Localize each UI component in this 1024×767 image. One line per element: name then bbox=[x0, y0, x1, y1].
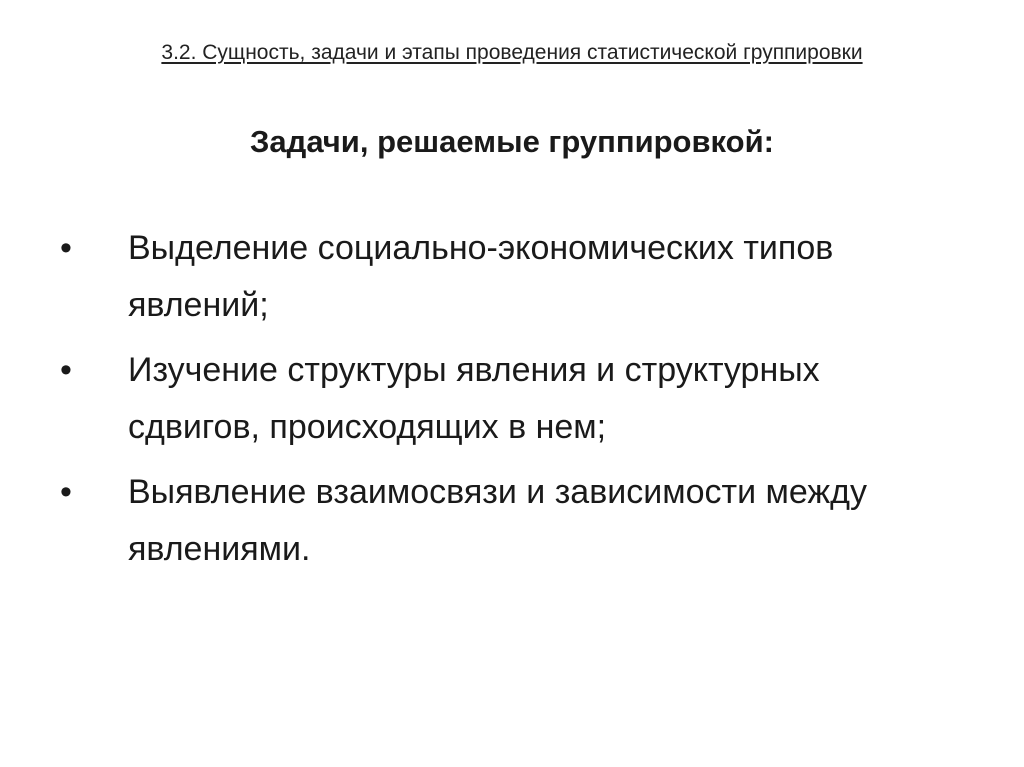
bullet-text: Изучение структуры явления и структурных сдвигов, происходящих в нем; bbox=[128, 351, 820, 446]
bullet-text: Выделение социально-экономических типов явлений; bbox=[128, 229, 834, 324]
bullet-icon: • bbox=[60, 229, 72, 267]
slide-title: Задачи, решаемые группировкой: bbox=[250, 124, 774, 159]
bullet-icon: • bbox=[60, 473, 72, 511]
bullet-icon: • bbox=[60, 351, 72, 389]
section-heading: 3.2. Сущность, задачи и этапы проведения статистической группировки bbox=[161, 41, 863, 64]
bullet-text: Выявление взаимосвязи и зависимости между явлениями. bbox=[128, 473, 868, 568]
bullet-item-structure bbox=[0, 342, 1024, 456]
bullet-item-relationship bbox=[0, 464, 1024, 578]
bullet-item-types bbox=[0, 220, 1024, 334]
bullet-list bbox=[0, 220, 1024, 586]
